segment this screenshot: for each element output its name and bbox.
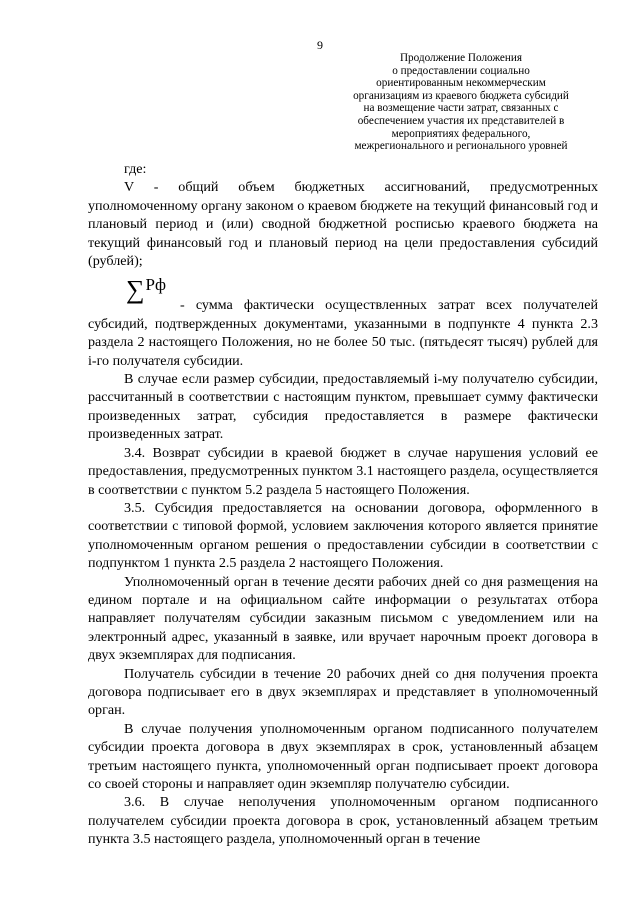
header-line: на возмещение части затрат, связанных с <box>363 102 559 115</box>
sigma-symbol: ∑ <box>126 275 145 305</box>
v-definition: V - общий объем бюджетных ассигнований, предусмотренных уполномоченному органу законом о краевом бюджете на текущий финансовый год и плановый период и (или) сводной бюджетной росписью краевого бюджета на текущий финансовый год и плановый период на цели предоставления субсидий (рублей); <box>88 179 598 270</box>
paragraph-3-6: 3.6. В случае неполучения уполномоченным органом подписанного получателем субсидии проекта договора в срок, установленный абзацем третьим пункта 3.5 настоящего раздела, уполномоченный орган в течение <box>88 794 598 848</box>
where-label: где: <box>124 161 147 177</box>
paragraph-authorized-body: Уполномоченный орган в течение десяти рабочих дней со дня размещения на едином портале и на официальном сайте информации о результатах отбора направляет получателям субсидии заказным письмом с уведомлением или на электронный адрес, указанный в заявке, или вручает нарочным проект договора в двух экземплярах для подписания. <box>88 573 598 664</box>
paragraph-exceeds: В случае если размер субсидии, предоставляемый i-му получателю субсидии, рассчитанный в соответствии с настоящим пунктом, превышает сумму фактически произведенных затрат, субсидия предоставляется в размере фактически произведенных затрат. <box>88 371 598 443</box>
header-line: ориентированным некоммерческим <box>376 77 546 90</box>
document-body <box>88 160 598 849</box>
paragraph-receipt: В случае получения уполномоченным органом подписанного получателем субсидии проекта договора в двух экземплярах в срок, установленный абзацем третьим настоящего пункта, уполномоченный орган подписывает проект договора со своей стороны и направляет один экземпляр получателю субсидии. <box>88 720 598 792</box>
header-line: о предоставлении социально <box>392 64 530 77</box>
paragraph-3-4: 3.4. Возврат субсидии в краевой бюджет в случае нарушения условий ее предоставления, предусмотренных пунктом 3.1 настоящего раздела, осуществляется в соответствии с пунктом 5.2 раздела 5 настоящего Положения. <box>88 444 598 498</box>
header-line: мероприятиях федерального, <box>391 127 531 140</box>
rf-definition: - сумма фактически осуществленных затрат всех получателей субсидий, подтвержденных документами, указанными в подпункте 4 пункта 2.3 раздела 2 настоящего Положения, но не более 50 тыс. (пятьдесят тысяч) рублей для i-го получателя субсидии. <box>88 297 598 369</box>
header-line: организациям из краевого бюджета субсидий <box>353 89 569 102</box>
header-line: межрегионального и регионального уровней <box>354 140 568 153</box>
header-line: обеспечением участия их представителей в <box>357 114 565 127</box>
formula-symbol: Рф <box>145 275 167 295</box>
header-line: Продолжение Положения <box>399 52 523 64</box>
paragraph-recipient: Получатель субсидии в течение 20 рабочих дней со дня получения проекта договора подписывает его в двух экземплярах и представляет в уполномоченный орган. <box>88 665 598 719</box>
sum-formula <box>88 270 598 304</box>
page-number: 9 <box>317 38 323 52</box>
sum-formula-expression <box>126 270 166 306</box>
document-header <box>320 52 602 153</box>
paragraph-3-5: 3.5. Субсидия предоставляется на основании договора, оформленного в соответствии с типовой формой, условием заключения которого является принятие уполномоченным органом решения о предоставлении субсидии в соответствии с подпунктом 1 пункта 2.5 раздела 2 настоящего Положения. <box>88 499 598 572</box>
